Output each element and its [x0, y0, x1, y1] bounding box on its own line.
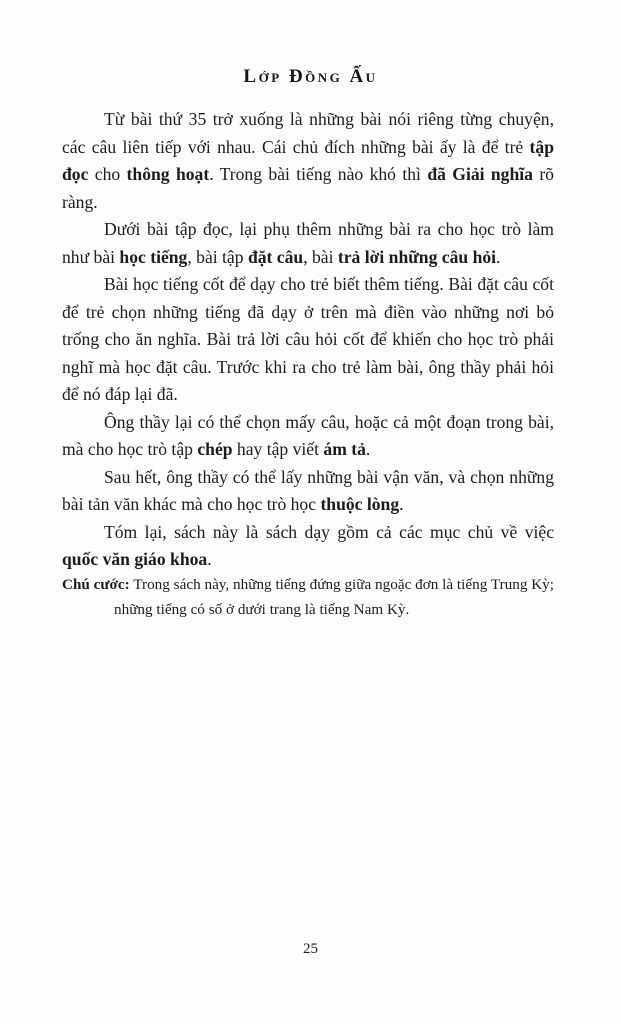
paragraph: Sau hết, ông thầy có thể lấy những bài vận văn, và chọn những bài tản văn khác mà cho học trò học thuộc lòng.: [62, 466, 554, 514]
page-number: 25: [303, 941, 318, 957]
paragraph: Ông thầy lại có thể chọn mấy câu, hoặc cả một đoạn trong bài, mà cho học trò tập chép hay tập viết ám tả.: [62, 411, 554, 459]
paragraph: Bài học tiếng cốt để dạy cho trẻ biết thêm tiếng. Bài đặt câu cốt để trẻ chọn những tiếng đã dạy ở trên mà điền vào những nơi bỏ trống cho ăn nghĩa. Bài trả lời câu hỏi cốt để khiến cho học trò phải nghĩ mà học đặt câu. Trước khi ra cho trẻ làm bài, ông thầy phải hỏi để nó đáp lại đã.: [62, 274, 554, 404]
paragraph: Dưới bài tập đọc, lại phụ thêm những bài ra cho học trò làm như bài học tiếng, bài tập đặt câu, bài trả lời những câu hỏi.: [62, 219, 554, 267]
body-text: [62, 106, 554, 574]
footnote: Chú cước: Trong sách này, những tiếng đứng giữa ngoặc đơn là tiếng Trung Kỳ; những tiếng có số ở dưới trang là tiếng Nam Kỳ.: [62, 576, 554, 618]
running-header: Lớp Đồng Ấu: [243, 66, 378, 87]
paragraph: Từ bài thứ 35 trở xuống là những bài nói riêng từng chuyện, các câu liên tiếp với nhau. Cái chủ đích những bài ấy là để trẻ tập đọc cho thông hoạt. Trong bài tiếng nào khó thì đã Giải nghĩa rõ ràng.: [62, 109, 554, 212]
paragraph: Tóm lại, sách này là sách dạy gồm cả các mục chủ về việc quốc văn giáo khoa.: [62, 521, 554, 569]
